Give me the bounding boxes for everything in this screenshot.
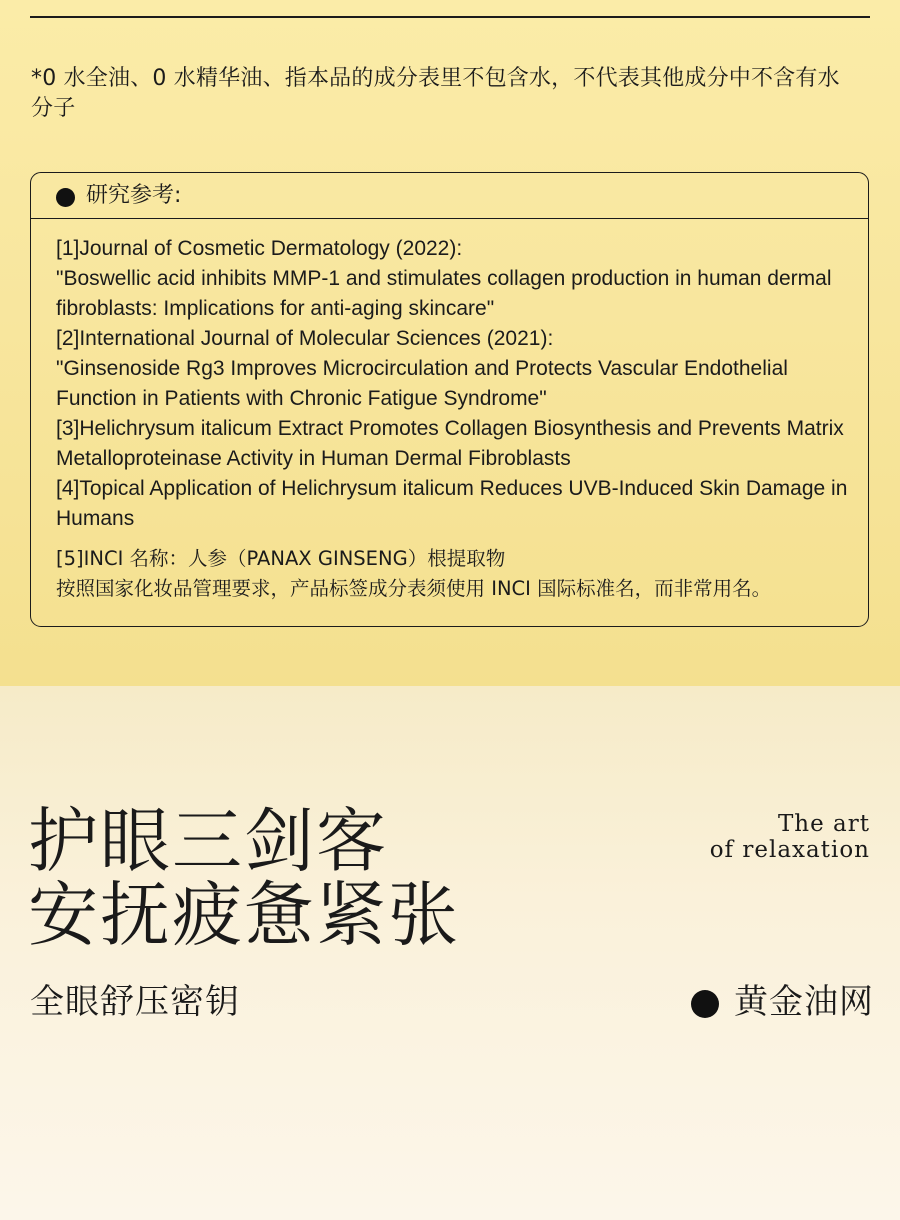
inci-note <box>56 544 861 604</box>
reference-item: [4]Topical Application of Helichrysum italicum Reduces UVB-Induced Skin Damage in Humans <box>56 477 848 530</box>
reference-item: "Boswellic acid inhibits MMP-1 and stimulates collagen production in human dermal fibroblasts: Implications for anti-aging skincare" <box>56 267 832 320</box>
reference-item: [3]Helichrysum italicum Extract Promotes Collagen Biosynthesis and Prevents Matrix Metalloproteinase Activity in Human Dermal Fibroblasts <box>56 417 844 470</box>
references-title: 研究参考: <box>86 183 182 208</box>
reference-item: [2]International Journal of Molecular Sciences (2021): <box>56 327 554 350</box>
brand-name: 黄金油网 <box>734 982 874 1022</box>
tagline-line: of relaxation <box>709 837 870 863</box>
inci-regulation: 按照国家化妆品管理要求，产品标签成分表须使用 INCI 国际标准名，而非常用名。 <box>56 577 772 600</box>
references-list <box>56 234 856 534</box>
tagline <box>710 811 870 863</box>
hero-headline <box>28 800 460 956</box>
footnote: *0 水全油、0 水精华油、指本品的成分表里不包含水，不代表其他成分中不含有水分子 <box>31 66 840 121</box>
references-box <box>30 172 869 627</box>
brand-dot-icon <box>691 990 719 1018</box>
hero-subtitle: 全眼舒压密钥 <box>30 982 240 1022</box>
divider <box>30 16 870 18</box>
bullet-dot-icon <box>56 188 75 207</box>
hero-section <box>0 686 900 1220</box>
headline-line: 护眼三剑客 <box>28 800 388 882</box>
headline-line: 安抚疲惫紧张 <box>28 874 460 956</box>
reference-item: [1]Journal of Cosmetic Dermatology (2022): <box>56 237 463 260</box>
tagline-line: The art <box>777 811 870 837</box>
references-header <box>31 173 868 219</box>
reference-item: "Ginsenoside Rg3 Improves Microcirculation and Protects Vascular Endothelial Function in Patients with Chronic Fatigue Syndrome" <box>56 357 788 410</box>
inci-name: [5]INCI 名称：人参（PANAX GINSENG）根提取物 <box>56 547 506 570</box>
